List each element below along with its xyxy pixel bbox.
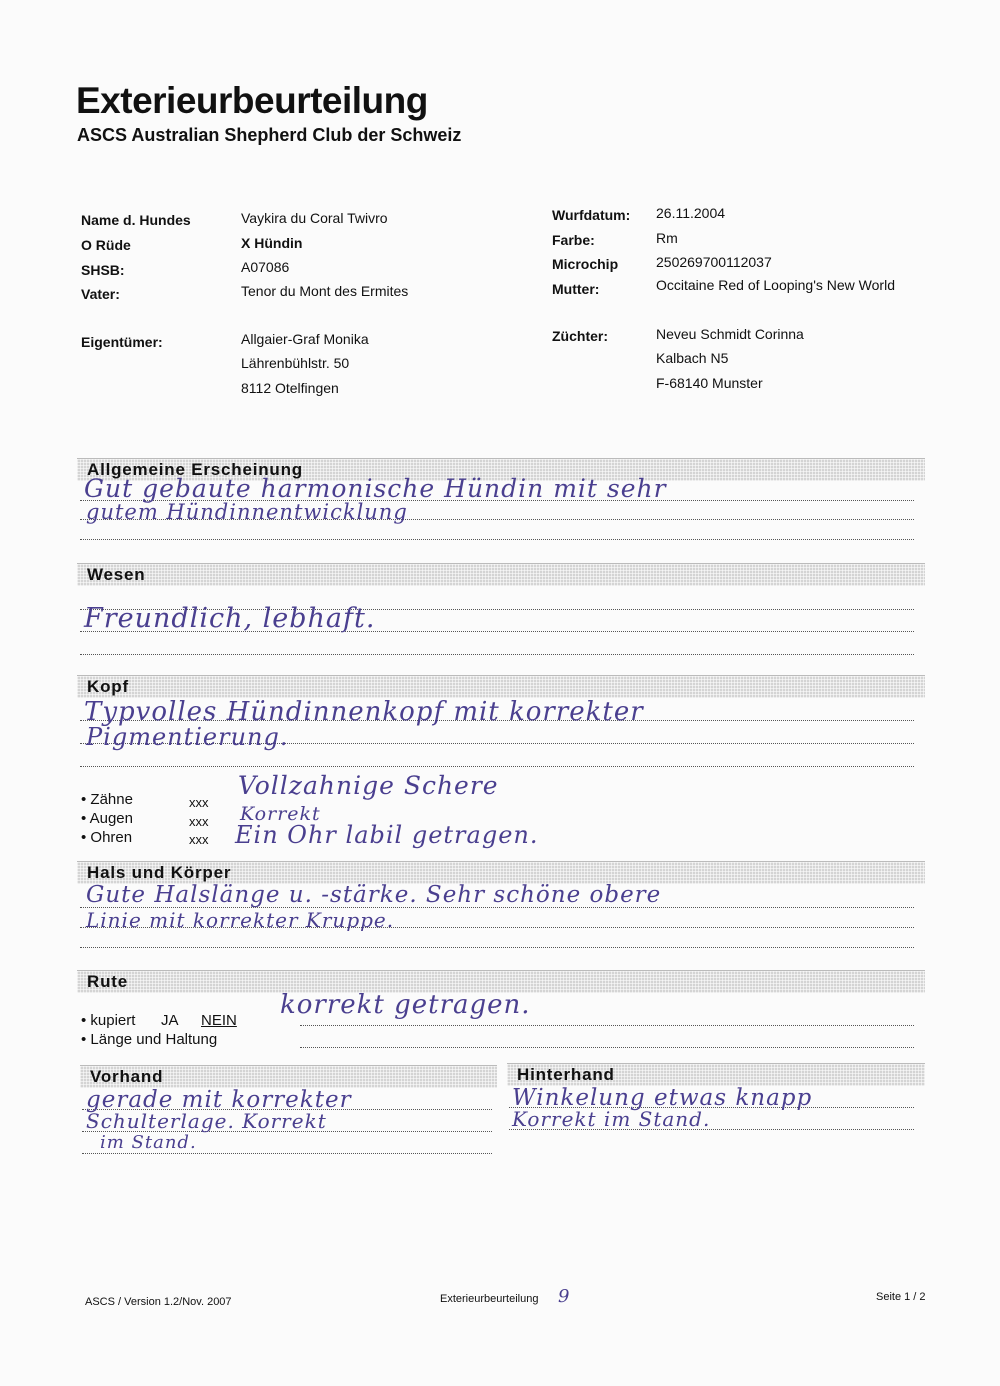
section-wesen-header xyxy=(77,563,925,586)
sex-male-label: O Rüde xyxy=(81,237,131,253)
vorhand-note-2: Schulterlage. Korrekt xyxy=(86,1109,327,1133)
section-allgemein-title: Allgemeine Erscheinung xyxy=(87,460,303,479)
vater-value: Tenor du Mont des Ermites xyxy=(241,283,409,299)
ohren-label: • Ohren xyxy=(81,829,133,846)
section-vorhand-title: Vorhand xyxy=(90,1067,164,1086)
owner-label: Eigentümer: xyxy=(81,334,163,350)
section-wesen-title: Wesen xyxy=(87,565,146,584)
microchip-value: 250269700112037 xyxy=(656,254,772,270)
writing-line xyxy=(80,947,914,948)
kupiert-label: • kupiert xyxy=(81,1012,136,1029)
owner-street: Lährenbühlstr. 50 xyxy=(241,355,350,371)
owner-name: Allgaier-Graf Monika xyxy=(241,331,369,347)
page-title: Exterieurbeurteilung xyxy=(76,80,428,121)
breeder-name: Neveu Schmidt Corinna xyxy=(656,326,804,342)
writing-line xyxy=(82,1153,492,1154)
writing-line xyxy=(80,654,914,655)
kopf-note-2: Pigmentierung. xyxy=(86,723,289,751)
wesen-note: Freundlich, lebhaft. xyxy=(84,603,376,634)
section-kopf-header xyxy=(77,675,925,698)
farbe-value: Rm xyxy=(656,230,678,246)
section-kopf-title: Kopf xyxy=(87,677,129,696)
footer-page-number: Seite 1 / 2 xyxy=(876,1291,926,1303)
augen-note: Korrekt xyxy=(240,803,321,825)
allgemein-note-2: gutem Hündinnentwicklung xyxy=(86,500,408,524)
kupiert-nein: NEIN xyxy=(201,1012,237,1029)
section-hals-header xyxy=(77,861,925,884)
vater-label: Vater: xyxy=(81,286,120,302)
rute-note: korrekt getragen. xyxy=(280,990,531,1020)
laenge-label: • Länge und Haltung xyxy=(81,1031,218,1048)
allgemein-note-1: Gut gebaute harmonische Hündin mit sehr xyxy=(84,474,667,503)
shsb-label: SHSB: xyxy=(81,262,125,278)
hals-note-2: Linie mit korrekter Kruppe. xyxy=(86,908,395,932)
section-hals-title: Hals und Körper xyxy=(87,863,232,882)
breeder-street: Kalbach N5 xyxy=(656,350,729,366)
footer-form-name: Exterieurbeurteilung xyxy=(440,1293,539,1305)
writing-line xyxy=(80,766,914,767)
zaehne-label: • Zähne xyxy=(81,791,133,808)
footer-version: ASCS / Version 1.2/Nov. 2007 xyxy=(85,1296,232,1308)
writing-line xyxy=(300,1025,914,1026)
mutter-value: Occitaine Red of Looping's New World xyxy=(656,277,895,293)
augen-mark: xxx xyxy=(189,814,209,829)
ohren-note: Ein Ohr labil getragen. xyxy=(235,821,539,849)
mutter-label: Mutter: xyxy=(552,281,600,297)
vorhand-note-3: im Stand. xyxy=(100,1132,197,1153)
breeder-city: F-68140 Munster xyxy=(656,375,763,391)
section-rute-title: Rute xyxy=(87,972,128,991)
kupiert-ja: JA xyxy=(161,1012,179,1029)
section-hinterhand-header xyxy=(507,1063,925,1086)
hinterhand-note-2: Korrekt im Stand. xyxy=(512,1107,711,1131)
breeder-label: Züchter: xyxy=(552,328,608,344)
kopf-note-1: Typvolles Hündinnenkopf mit korrekter xyxy=(84,697,644,727)
name-value: Vaykira du Coral Twivro xyxy=(241,210,388,226)
zaehne-note: Vollzahnige Schere xyxy=(238,771,499,800)
vorhand-note-1: gerade mit korrekter xyxy=(86,1087,352,1113)
section-hinterhand-title: Hinterhand xyxy=(517,1065,615,1084)
writing-line xyxy=(80,539,914,540)
farbe-label: Farbe: xyxy=(552,232,595,248)
wurfdatum-value: 26.11.2004 xyxy=(656,205,726,221)
hinterhand-note-1: Winkelung etwas knapp xyxy=(512,1085,813,1111)
footer-form-number: 9 xyxy=(558,1286,571,1307)
shsb-value: A07086 xyxy=(241,259,290,275)
sex-female-label: X Hündin xyxy=(241,235,303,251)
microchip-label: Microchip xyxy=(552,256,619,272)
zaehne-mark: xxx xyxy=(189,795,209,810)
ohren-mark: xxx xyxy=(189,832,209,847)
wurfdatum-label: Wurfdatum: xyxy=(552,207,631,223)
hals-note-1: Gute Halslänge u. -stärke. Sehr schöne obere xyxy=(86,882,662,908)
owner-city: 8112 Otelfingen xyxy=(241,380,339,396)
club-subtitle: ASCS Australian Shepherd Club der Schweiz xyxy=(77,125,462,145)
name-label: Name d. Hundes xyxy=(81,212,191,228)
section-vorhand-header xyxy=(80,1065,497,1088)
augen-label: • Augen xyxy=(81,810,133,827)
writing-line xyxy=(300,1047,914,1048)
